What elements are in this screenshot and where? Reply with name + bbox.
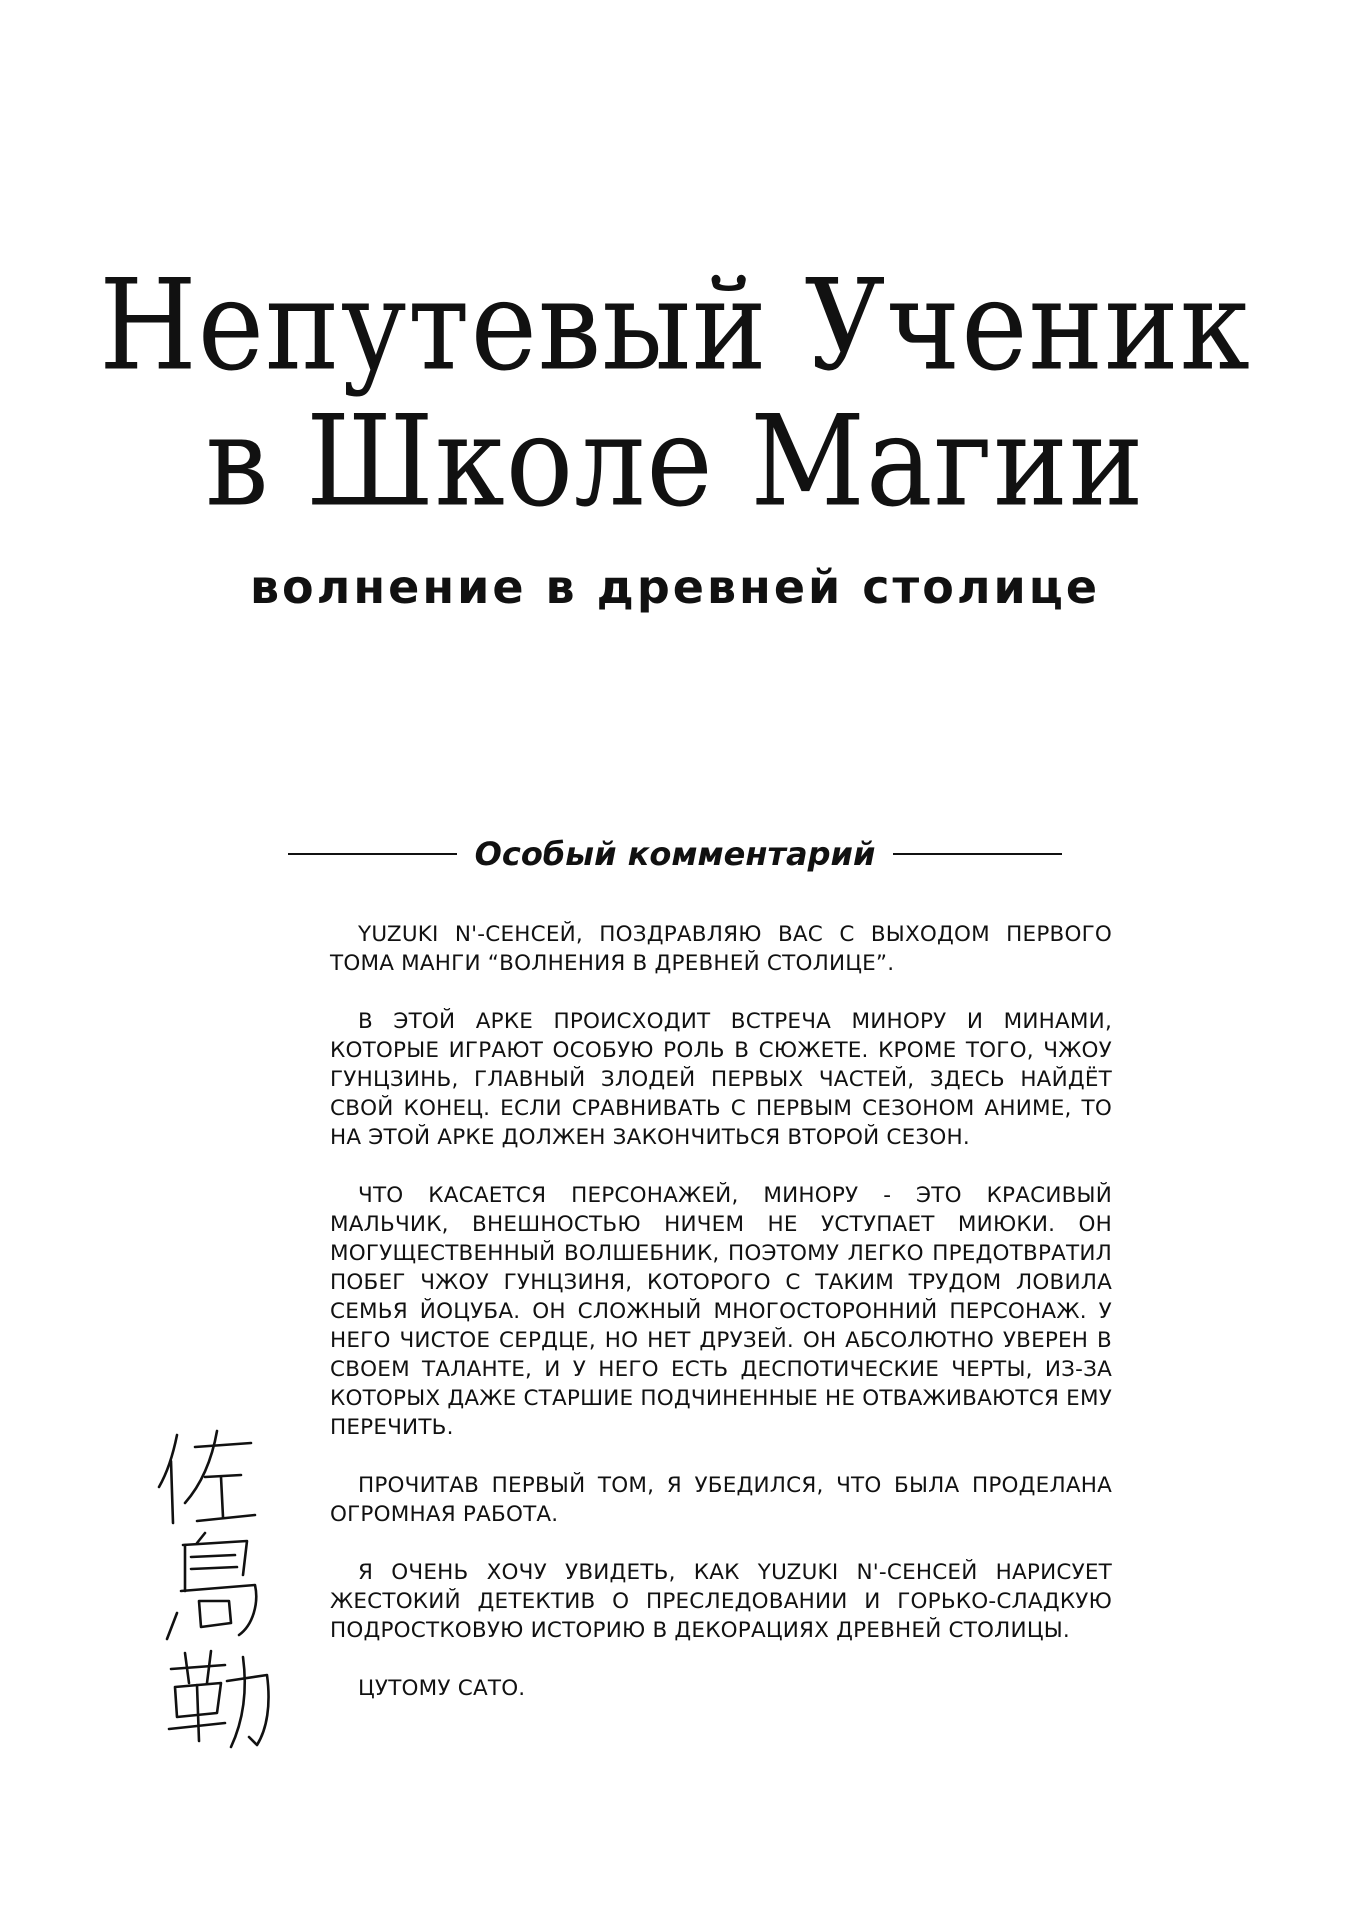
signature-graphic	[155, 1425, 280, 1755]
handwritten-signature	[155, 1425, 280, 1755]
header-rule-right	[893, 853, 1062, 855]
section-label: Особый комментарий	[474, 835, 876, 873]
comment-body	[330, 920, 1112, 1732]
comment-paragraph: YUZUKI N'-СЕНСЕЙ, ПОЗДРАВЛЯЮ ВАС С ВЫХОДОМ ПЕРВОГО ТОМА МАНГИ “ВОЛНЕНИЯ В ДРЕВНЕЙ СТОЛИЦЕ”.	[330, 922, 1112, 976]
header-rule-left	[288, 853, 457, 855]
title-line-2: в Школе Магии	[205, 389, 1145, 535]
comment-paragraph: В ЭТОЙ АРКЕ ПРОИСХОДИТ ВСТРЕЧА МИНОРУ И МИНАМИ, КОТОРЫЕ ИГРАЮТ ОСОБУЮ РОЛЬ В СЮЖЕТЕ. КРОМЕ ТОГО, ЧЖОУ ГУНЦЗИНЬ, ГЛАВНЫЙ ЗЛОДЕЙ ПЕРВЫХ ЧАСТЕЙ, ЗДЕСЬ НАЙДЁТ СВОЙ КОНЕЦ. ЕСЛИ СРАВНИВАТЬ С ПЕРВЫМ СЕЗОНОМ АНИМЕ, ТО НА ЭТОЙ АРКЕ ДОЛЖЕН ЗАКОНЧИТЬСЯ ВТОРОЙ СЕЗОН.	[330, 1009, 1112, 1150]
comment-signoff: ЦУТОМУ САТО.	[358, 1676, 526, 1701]
title-block	[0, 253, 1350, 535]
section-header	[288, 826, 1062, 882]
comment-paragraph: ПРОЧИТАВ ПЕРВЫЙ ТОМ, Я УБЕДИЛСЯ, ЧТО БЫЛА ПРОДЕЛАНА ОГРОМНАЯ РАБОТА.	[330, 1473, 1112, 1527]
comment-paragraph: Я ОЧЕНЬ ХОЧУ УВИДЕТЬ, КАК YUZUKI N'-СЕНСЕЙ НАРИСУЕТ ЖЕСТОКИЙ ДЕТЕКТИВ О ПРЕСЛЕДОВАНИИ И ГОРЬКО-СЛАДКУЮ ПОДРОСТКОВУЮ ИСТОРИЮ В ДЕКОРАЦИЯХ ДРЕВНЕЙ СТОЛИЦЫ.	[330, 1560, 1112, 1643]
title-line-1: Непутевый Ученик	[99, 253, 1251, 399]
comment-paragraph: ЧТО КАСАЕТСЯ ПЕРСОНАЖЕЙ, МИНОРУ - ЭТО КРАСИВЫЙ МАЛЬЧИК, ВНЕШНОСТЬЮ НИЧЕМ НЕ УСТУПАЕТ МИЮКИ. ОН МОГУЩЕСТВЕННЫЙ ВОЛШЕБНИК, ПОЭТОМУ ЛЕГКО ПРЕДОТВРАТИЛ ПОБЕГ ЧЖОУ ГУНЦЗИНЯ, КОТОРОГО С ТАКИМ ТРУДОМ ЛОВИЛА СЕМЬЯ ЙОЦУБА. ОН СЛОЖНЫЙ МНОГОСТОРОННИЙ ПЕРСОНАЖ. У НЕГО ЧИСТОЕ СЕРДЦЕ, НО НЕТ ДРУЗЕЙ. ОН АБСОЛЮТНО УВЕРЕН В СВОЕМ ТАЛАНТЕ, И У НЕГО ЕСТЬ ДЕСПОТИЧЕСКИЕ ЧЕРТЫ, ИЗ-ЗА КОТОРЫХ ДАЖЕ СТАРШИЕ ПОДЧИНЕННЫЕ НЕ ОТВАЖИВАЮТСЯ ЕМУ ПЕРЕЧИТЬ.	[330, 1183, 1112, 1440]
subtitle: волнение в древней столице	[249, 560, 1101, 614]
